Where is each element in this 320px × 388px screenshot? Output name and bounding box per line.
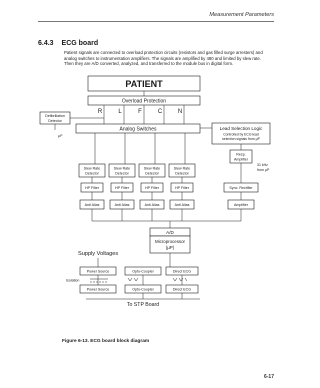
slew-label-3a: Slew Rate: [143, 166, 161, 171]
defib-up-label: µP: [58, 134, 63, 138]
opto-coupler-label-top: Opto-Coupler: [132, 269, 154, 274]
figure-caption: Figure 6-13. ECG board block diagram: [62, 339, 150, 344]
hp-filter-label-4: HP Filter: [175, 186, 189, 190]
overload-protection-label: Overload Protection: [121, 98, 167, 105]
sync-rectifier-label: Sync. Rectifier: [229, 186, 253, 190]
slew-label-1b: Detector: [85, 171, 99, 176]
slew-label-4b: Detector: [175, 171, 189, 176]
slew-label-2a: Slew Rate: [113, 166, 131, 171]
power-source-label-top: Power Source: [86, 269, 110, 274]
lead-selection-sub1: Controlled by ECG lead: [223, 132, 259, 137]
slew-label-3b: Detector: [145, 171, 159, 176]
micro-label-1: Microprocessor: [154, 239, 186, 244]
ad-label: A/D: [166, 230, 174, 235]
lead-selection-sub2: selection signals from µP: [222, 137, 260, 141]
section-title: ECG board: [61, 40, 99, 47]
anti-alias-label-3: Anti Alias: [144, 203, 160, 207]
supply-voltages-label: Supply Voltages: [78, 251, 119, 257]
lead-f: F: [138, 109, 142, 115]
page-number: 6-17: [263, 374, 274, 380]
lead-selection-title: Lead Selection Logic: [219, 126, 263, 131]
slew-label-1a: Slew Rate: [83, 166, 101, 171]
isolation-label: Isolation: [66, 278, 80, 283]
anti-alias-label-2: Anti Alias: [114, 203, 130, 207]
lead-l: L: [118, 109, 122, 115]
direct-ecg-label-top: Direct ECG: [172, 269, 192, 274]
khz-label-2: from µP: [257, 168, 270, 172]
anti-alias-label-4: Anti Alias: [174, 203, 190, 207]
hp-filter-label-3: HP Filter: [145, 186, 159, 190]
lead-r: R: [97, 109, 103, 115]
analog-switches-label: Analog Switches: [119, 126, 157, 133]
lead-c: C: [157, 109, 163, 115]
resp-label-1: Resp.: [236, 152, 246, 157]
section-number: 6.4.3: [38, 40, 54, 47]
defib-label-2: Detector: [48, 119, 62, 123]
slew-label-4a: Slew Rate: [173, 166, 191, 171]
resp-label-2: Amplifier: [234, 157, 248, 162]
defib-label-1: Defibrillation: [45, 114, 65, 118]
page-header: Measurement Parameters: [209, 12, 274, 18]
opto-coupler-label-bottom: Opto-Coupler: [132, 287, 154, 292]
khz-label-1: 31 kHz: [257, 163, 268, 167]
lead-lines: [104, 105, 184, 124]
section-paragraph: Patient signals are connected to overload protection circuits (resistors and gas filled surge arresters) and analog switches to instrumentation amplifiers. The signals are amplified by 480 and limited by slew rate. Then they are A/D converted, analyzed, and transferred to the module bus in digital form.: [64, 50, 263, 67]
power-source-label-bottom: Power Source: [86, 287, 110, 292]
amplifier-label: Amplifier: [234, 203, 248, 207]
isolation-symbol: [90, 278, 187, 282]
lead-n: N: [177, 109, 183, 115]
micro-label-2: (µP): [165, 245, 175, 250]
hp-filter-label-1: HP Filter: [85, 186, 99, 190]
slew-label-2b: Detector: [115, 171, 129, 176]
direct-ecg-label-bottom: Direct ECG: [172, 287, 192, 292]
anti-alias-label-1: Anti Alias: [84, 203, 100, 207]
hp-filter-label-2: HP Filter: [115, 186, 129, 190]
patient-label: PATIENT: [125, 79, 163, 89]
to-stp-board-label: To STP Board: [126, 302, 160, 308]
